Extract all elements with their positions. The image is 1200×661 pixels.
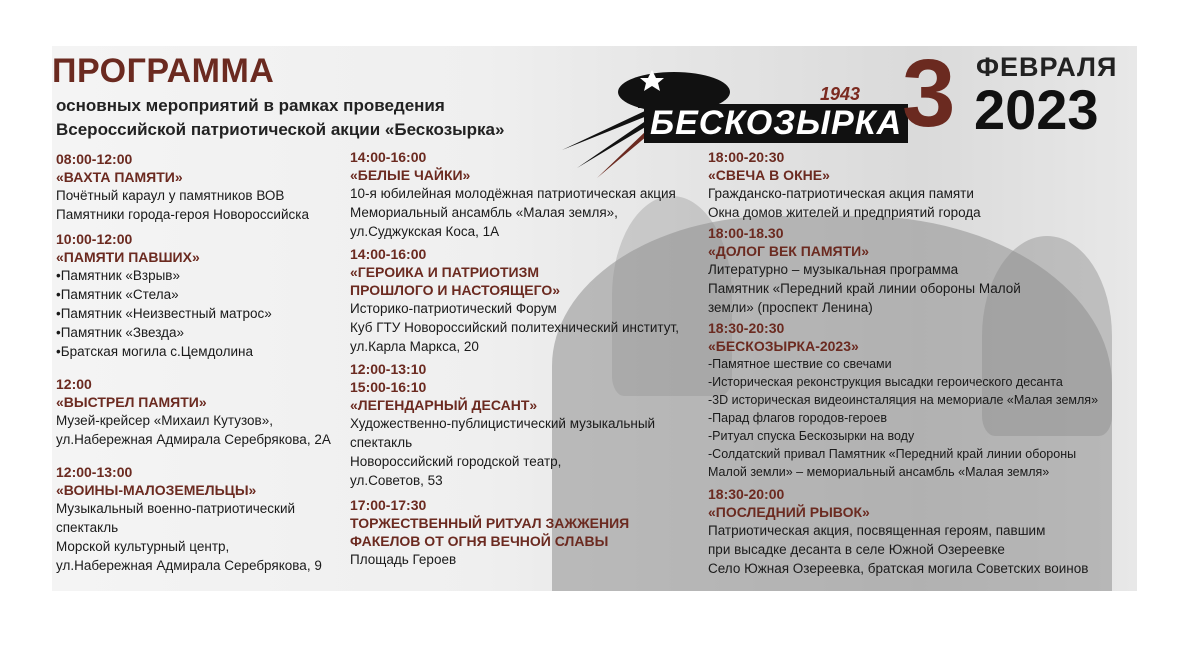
- event-time: 12:00-13:10 15:00-16:10: [350, 361, 427, 395]
- event-line: Памятники города-героя Новороссийска: [56, 207, 309, 222]
- event-line: Площадь Героев: [350, 552, 457, 567]
- event-line: ул.Набережная Адмирала Серебрякова, 2А: [56, 432, 331, 447]
- event-line: Новороссийский городской театр,: [350, 454, 562, 469]
- event-line: ул.Набережная Адмирала Серебрякова, 9: [56, 558, 322, 573]
- event-block: [56, 463, 351, 575]
- schedule-column-2: [350, 148, 710, 575]
- event-time: 18:30-20:00: [708, 486, 785, 502]
- event-time: 18:00-18.30: [708, 225, 784, 241]
- event-line: ул.Суджукская Коса, 1А: [350, 224, 500, 239]
- event-line: Музей-крейсер «Михаил Кутузов»,: [56, 413, 273, 428]
- event-line: ул.Советов, 53: [350, 473, 443, 488]
- event-block: [708, 485, 1136, 578]
- event-block: [350, 245, 710, 356]
- event-block: [350, 148, 710, 241]
- event-block: [56, 150, 351, 224]
- event-line: ул.Карла Маркса, 20: [350, 339, 479, 354]
- event-line: -Парад флагов городов-героев: [708, 411, 888, 425]
- event-line: Историко-патриотический Форум: [350, 301, 557, 316]
- event-line: -Памятное шествие со свечами: [708, 357, 892, 371]
- event-line: •Памятник «Взрыв»: [56, 268, 180, 283]
- event-time: 08:00-12:00: [56, 151, 133, 167]
- event-line: •Памятник «Звезда»: [56, 325, 185, 340]
- event-line: -Историческая реконструкция высадки героического десанта: [708, 375, 1063, 389]
- event-line: -3D историческая видеоинсталяция на мемориале «Малая земля»: [708, 393, 1099, 407]
- logo-year: 1943: [820, 84, 861, 104]
- event-line: •Памятник «Неизвестный матрос»: [56, 306, 272, 321]
- event-time: 17:00-17:30: [350, 497, 427, 513]
- event-line: Музыкальный военно-патриотический: [56, 501, 296, 516]
- subtitle-line-1: основных мероприятий в рамках проведения: [56, 96, 445, 115]
- event-name: «ДОЛОГ ВЕК ПАМЯТИ»: [708, 243, 870, 259]
- event-line: •Братская могила с.Цемдолина: [56, 344, 253, 359]
- event-name: «ЛЕГЕНДАРНЫЙ ДЕСАНТ»: [350, 397, 538, 413]
- event-line: -Ритуал спуска Бескозырки на воду: [708, 429, 915, 443]
- event-name: «ВОИНЫ-МАЛОЗЕМЕЛЬЦЫ»: [56, 482, 257, 498]
- event-name: «ВАХТА ПАМЯТИ»: [56, 169, 183, 185]
- schedule-column-1: [56, 150, 351, 581]
- event-time: 14:00-16:00: [350, 246, 427, 262]
- program-poster: [52, 46, 1137, 591]
- event-line: Село Южная Озереевка, братская могила Советских воинов: [708, 561, 1089, 576]
- event-time: 18:00-20:30: [708, 149, 785, 165]
- event-line: Малой земли» – мемориальный ансамбль «Малая земля»: [708, 465, 1050, 479]
- event-line: Мемориальный ансамбль «Малая земля»,: [350, 205, 618, 220]
- event-line: спектакль: [350, 435, 413, 450]
- event-block: [56, 230, 351, 361]
- logo-text: БЕСКОЗЫРКА: [644, 104, 908, 143]
- event-block: [350, 360, 710, 490]
- event-line: при высадке десанта в селе Южной Озереевке: [708, 542, 1005, 557]
- event-line: Литературно – музыкальная программа: [708, 262, 959, 277]
- event-time: 12:00: [56, 376, 92, 392]
- event-line: Почётный караул у памятников ВОВ: [56, 188, 285, 203]
- event-name: «БЕЛЫЕ ЧАЙКИ»: [350, 167, 471, 183]
- event-line: Морской культурный центр,: [56, 539, 230, 554]
- event-name: «ПАМЯТИ ПАВШИХ»: [56, 249, 200, 265]
- event-block: [56, 375, 351, 449]
- subtitle-line-2: Всероссийской патриотической акции «Бескозырка»: [56, 120, 505, 139]
- event-block: [350, 496, 710, 569]
- event-block: [708, 148, 1136, 222]
- event-line: спектакль: [56, 520, 119, 535]
- event-name: «ПОСЛЕДНИЙ РЫВОК»: [708, 504, 870, 520]
- event-name: «СВЕЧА В ОКНЕ»: [708, 167, 830, 183]
- event-time: 12:00-13:00: [56, 464, 133, 480]
- event-name: «ГЕРОИКА И ПАТРИОТИЗМ ПРОШЛОГО И НАСТОЯЩЕГО»: [350, 264, 561, 298]
- event-line: 10-я юбилейная молодёжная патриотическая акция: [350, 186, 676, 201]
- event-name: «ВЫСТРЕЛ ПАМЯТИ»: [56, 394, 207, 410]
- event-day: 3: [902, 46, 956, 147]
- event-line: Памятник «Передний край линии обороны Малой: [708, 281, 1021, 296]
- event-line: •Памятник «Стела»: [56, 287, 179, 302]
- event-line: Окна домов жителей и предприятий города: [708, 205, 981, 220]
- event-line: Куб ГТУ Новороссийский политехнический институт,: [350, 320, 679, 335]
- event-time: 14:00-16:00: [350, 149, 427, 165]
- event-time: 10:00-12:00: [56, 231, 133, 247]
- event-year: 2023: [974, 78, 1099, 141]
- event-month: ФЕВРАЛЯ: [976, 52, 1118, 82]
- event-block: [708, 319, 1136, 481]
- event-name: «БЕСКОЗЫРКА-2023»: [708, 338, 859, 354]
- event-time: 18:30-20:30: [708, 320, 785, 336]
- program-title: ПРОГРАММА: [52, 52, 275, 90]
- event-line: земли» (проспект Ленина): [708, 300, 873, 315]
- event-line: -Солдатский привал Памятник «Передний край линии обороны: [708, 447, 1077, 461]
- event-line: Гражданско-патриотическая акция памяти: [708, 186, 974, 201]
- schedule-column-3: [708, 148, 1136, 584]
- event-line: Патриотическая акция, посвященная героям, павшим: [708, 523, 1046, 538]
- event-name: ТОРЖЕСТВЕННЫЙ РИТУАЛ ЗАЖЖЕНИЯ ФАКЕЛОВ ОТ ОГНЯ ВЕЧНОЙ СЛАВЫ: [350, 515, 630, 549]
- event-line: Художественно-публицистический музыкальный: [350, 416, 656, 431]
- event-block: [708, 224, 1136, 317]
